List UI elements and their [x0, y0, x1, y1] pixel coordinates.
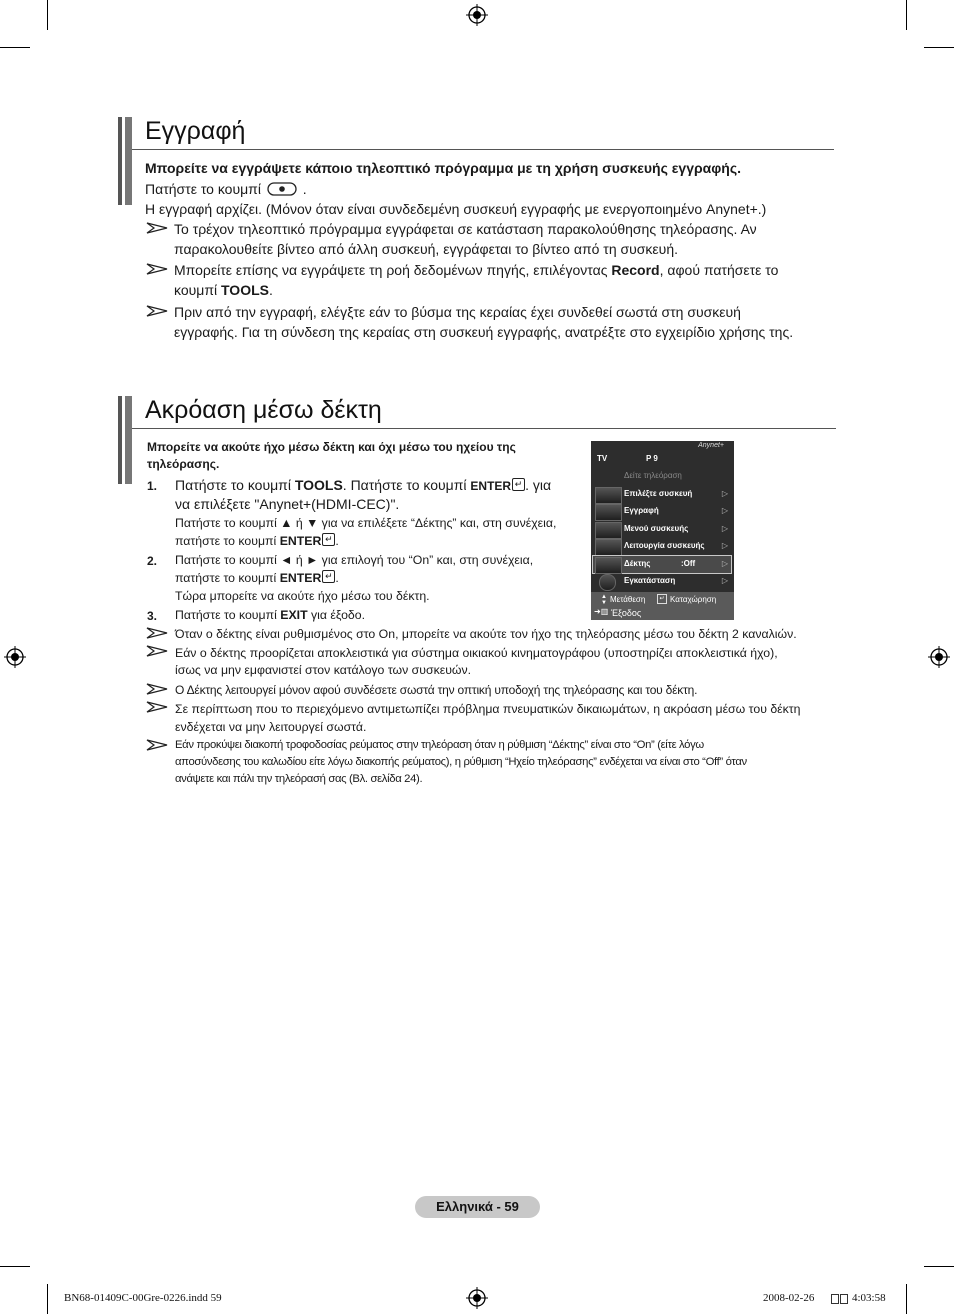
- note-text: κουμπί TOOLS.: [174, 282, 273, 298]
- submenu-arrow-icon: ▷: [721, 489, 728, 498]
- tv-source-label: TV: [597, 454, 608, 463]
- menu-item-selected: Δέκτης :Off ▷: [593, 556, 731, 573]
- note-text: Σε περίπτωση που το περιεχόμενο αντιμετωπίζει πρόβλημα πνευματικών δικαιωμάτων, η ακρόαση μέσω του δέκτη: [175, 702, 801, 716]
- note-arrow-icon: [146, 739, 168, 751]
- print-slug-file: BN68-01409C-00Gre-0226.indd 59: [64, 1292, 222, 1304]
- submenu-arrow-icon: ▷: [721, 576, 728, 585]
- step-subtext: πατήστε το κουμπί ENTER ↵ .: [175, 534, 339, 548]
- section-title: Εγγραφή: [145, 117, 246, 145]
- record-button-icon: [267, 182, 297, 196]
- note-text: Ο Δέκτης λειτουργεί μόνον αφού συνδέσετε σωστά την οπτική υποδοχή της τηλεόρασης και του δέκτη.: [175, 683, 698, 697]
- crop-mark: [924, 47, 954, 48]
- record-started-text: Η εγγραφή αρχίζει. (Μόνον όταν είναι συνδεδεμένη συσκευή εγγραφής με ενεργοποιημένο Anynet+.): [145, 201, 767, 217]
- device-thumbnail-icon: [595, 487, 622, 504]
- note-text: Το τρέχον τηλεοπτικό πρόγραμμα εγγράφεται σε κατάσταση παρακολούθησης τηλεόρασης. Αν: [174, 221, 757, 237]
- menu-item: Εγκατάσταση ▷: [593, 573, 731, 590]
- menu-item-value: :Off: [681, 559, 696, 568]
- move-label: Μετάθεση: [610, 595, 646, 604]
- print-slug-time: 4:03:58: [852, 1292, 886, 1304]
- step-text: να επιλέξετε "Anynet+(HDMI-CEC)".: [175, 496, 400, 512]
- note-text: Μπορείτε επίσης να εγγράψετε τη ροή δεδομένων πηγής, επιλέγοντας Record, αφού πατήσετε το: [174, 262, 779, 278]
- press-instruction: Πατήστε το κουμπί .: [145, 181, 307, 197]
- menu-footer: [591, 592, 734, 620]
- unknown-glyph-icon: [840, 1294, 848, 1304]
- crop-mark: [0, 47, 30, 48]
- note-text: αποσύνδεσης του καλωδίου είτε λόγω διακοπής ρεύματος), η ρύθμιση “Ηχείο τηλεόρασης” ενδέχεται να είναι στο “Off” όταν: [175, 756, 747, 768]
- step-text: πατήστε το κουμπί ENTER ↵ .: [175, 571, 339, 585]
- note-arrow-icon: [146, 305, 168, 317]
- intro-text: τηλεόρασης.: [147, 457, 220, 471]
- step-number: 2.: [147, 554, 158, 568]
- device-thumbnail-icon: [595, 504, 622, 521]
- gear-icon: [599, 574, 616, 591]
- registration-mark-icon: [466, 4, 488, 26]
- note-text: ίσως να μην εμφανιστεί στον κατάλογο των συσκευών.: [175, 663, 472, 677]
- submenu-arrow-icon: ▷: [721, 524, 728, 533]
- note-arrow-icon: [146, 222, 168, 234]
- note-arrow-icon: [146, 263, 168, 275]
- step-text: Πατήστε το κουμπί TOOLS. Πατήστε το κουμπί ENTER ↵ . για: [175, 477, 552, 493]
- note-arrow-icon: [146, 627, 168, 639]
- enter-icon: ↵: [512, 478, 525, 491]
- enter-icon: ↵: [322, 533, 335, 546]
- note-text: ανάψετε και πάλι την τηλεόρασή σας (Βλ. σελίδα 24).: [175, 773, 423, 785]
- title-rule: [132, 149, 834, 150]
- section-bar: [125, 117, 132, 205]
- exit-icon: ➜▥: [594, 607, 609, 616]
- note-text: ενδέχεται να μην λειτουργεί σωστά.: [175, 720, 367, 734]
- menu-item: Μενού συσκευής ▷: [593, 521, 731, 538]
- tv-menu-screenshot: [591, 441, 734, 620]
- crop-mark: [47, 0, 48, 30]
- note-arrow-icon: [146, 701, 168, 713]
- note-text: Όταν ο δέκτης είναι ρυθμισμένος στο On, μπορείτε να ακούτε τον ήχο της τηλεόρασης μέσω του δέκτη 2 καναλιών.: [175, 627, 797, 641]
- note-text: Εάν προκύψει διακοπή τροφοδοσίας ρεύματος στην τηλεόραση όταν η ρύθμιση “Δέκτης” είναι στο “On” (είτε λόγω: [175, 739, 704, 751]
- note-text: Πριν από την εγγραφή, ελέγξτε εάν το βύσμα της κεραίας έχει συνδεθεί σωστά στη συσκευή: [174, 304, 741, 320]
- step-text: Τώρα μπορείτε να ακούτε ήχο μέσω του δέκτη.: [175, 589, 430, 603]
- menu-item: Εγγραφή ▷: [593, 503, 731, 520]
- step-subtext: Πατήστε το κουμπί ▲ ή ▼ για να επιλέξετε “Δέκτης” και, στη συνέχεια,: [175, 516, 557, 530]
- note-arrow-icon: [146, 645, 168, 657]
- device-thumbnail-icon: [595, 522, 622, 539]
- note-arrow-icon: [146, 683, 168, 695]
- unknown-glyph-icon: [831, 1294, 839, 1304]
- up-down-icon: ▲ ▼: [601, 594, 607, 606]
- step-text: Πατήστε το κουμπί ◄ ή ► για επιλογή του “On” και, στη συνέχεια,: [175, 553, 534, 567]
- step-number: 1.: [147, 479, 158, 493]
- registration-mark-icon: [466, 1287, 488, 1309]
- crop-mark: [906, 1284, 907, 1314]
- menu-item: Δείτε τηλεόραση: [624, 471, 682, 480]
- section-bar: [118, 396, 122, 484]
- note-text: εγγραφής. Για τη σύνδεση της κεραίας στη συσκευή εγγραφής, ανατρέξτε στο εγχειρίδιο χρήσης της.: [174, 324, 794, 340]
- note-text: παρακολουθείτε βίντεο από άλλη συσκευή, εγγράφεται το βίντεο από τη συσκευή.: [174, 241, 679, 257]
- registration-mark-icon: [928, 646, 950, 668]
- step-number: 3.: [147, 609, 158, 623]
- menu-item: Επιλέξτε συσκευή ▷: [593, 486, 731, 503]
- tv-channel-label: P 9: [646, 454, 658, 463]
- submenu-arrow-icon: ▷: [721, 506, 728, 515]
- page-number-label: Ελληνικά - 59: [415, 1196, 540, 1218]
- crop-mark: [906, 0, 907, 30]
- title-rule: [132, 428, 836, 429]
- intro-text: Μπορείτε να εγγράψετε κάποιο τηλεοπτικό πρόγραμμα με τη χρήση συσκευής εγγραφής.: [145, 160, 741, 176]
- section-bar: [125, 396, 132, 484]
- anynet-logo: Anynet+: [698, 442, 724, 449]
- crop-mark: [47, 1284, 48, 1314]
- exit-label: Έξοδος: [611, 608, 642, 618]
- crop-mark: [924, 1266, 954, 1267]
- registration-mark-icon: [4, 646, 26, 668]
- section-bar: [118, 117, 122, 205]
- menu-item: Λειτουργία συσκευής ▷: [593, 538, 731, 555]
- note-text: Εάν ο δέκτης προορίζεται αποκλειστικά για σύστημα οικιακού κινηματογράφου (υποστηρίζει αποκλειστικά ήχο),: [175, 646, 778, 660]
- crop-mark: [0, 1266, 30, 1267]
- print-slug-date: 2008-02-26: [763, 1292, 815, 1304]
- device-thumbnail-icon: [595, 539, 622, 556]
- enter-icon: ↵: [657, 594, 667, 604]
- submenu-arrow-icon: ▷: [721, 559, 728, 568]
- intro-text: Μπορείτε να ακούτε ήχο μέσω δέκτη και όχι μέσω του ηχείου της: [147, 440, 516, 454]
- save-label: Καταχώρηση: [670, 595, 717, 604]
- section-title: Ακρόαση μέσω δέκτη: [145, 396, 382, 424]
- submenu-arrow-icon: ▷: [721, 541, 728, 550]
- step-text: Πατήστε το κουμπί EXIT για έξοδο.: [175, 608, 366, 622]
- receiver-thumbnail-icon: [595, 557, 622, 574]
- enter-icon: ↵: [322, 570, 335, 583]
